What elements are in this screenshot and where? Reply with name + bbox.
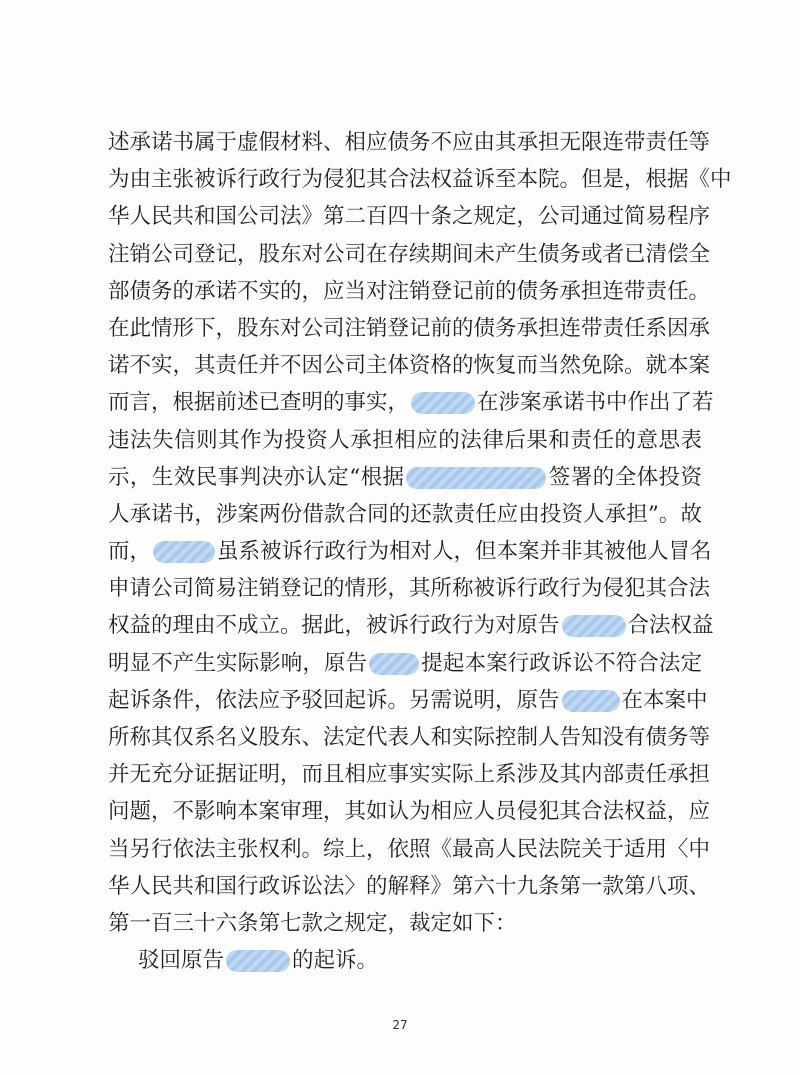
text-line: 为由主张被诉行政行为侵犯其合法权益诉至本院。但是，根据《中 bbox=[108, 167, 732, 193]
redaction-mark bbox=[562, 615, 626, 637]
text-segment: 明显不产生实际影响，原告 bbox=[108, 650, 368, 676]
text-segment: 而， bbox=[108, 539, 152, 565]
ruling-body-text bbox=[108, 124, 732, 979]
text-line: 注销公司登记，股东对公司在存续期间未产生债务或者已清偿全 bbox=[108, 241, 711, 267]
text-line: 人承诺书，涉案两份借款合同的还款责任应由投资人承担”。故 bbox=[108, 501, 702, 527]
text-line: 当另行依法主张权利。综上，依照《最高人民法院关于适用〈中 bbox=[108, 836, 711, 862]
text-line: 第一百三十六条第七款之规定，裁定如下： bbox=[108, 910, 517, 936]
redaction-mark bbox=[226, 950, 290, 972]
page-number: 27 bbox=[392, 1018, 408, 1032]
text-line: 所称其仅系名义股东、法定代表人和实际控制人告知没有债务等 bbox=[108, 725, 711, 750]
text-line: 华人民共和国行政诉讼法〉的解释》第六十九条第一款第八项、 bbox=[108, 873, 711, 899]
text-line: 申请公司简易注销登记的情形，其所称被诉行政行为侵犯其合法 bbox=[108, 576, 711, 602]
text-line-with-redaction bbox=[108, 384, 714, 421]
redaction-mark bbox=[369, 653, 419, 675]
text-line-with-redaction bbox=[108, 682, 708, 719]
text-segment: 起诉条件，依法应予驳回起诉。另需说明，原告 bbox=[108, 687, 560, 713]
text-segment: 驳回原告 bbox=[138, 948, 225, 974]
text-segment: 而言，根据前述已查明的事实， bbox=[108, 390, 410, 416]
text-segment: 在本案中 bbox=[621, 687, 708, 713]
text-line: 违法失信则其作为投资人承担相应的法律后果和责任的意思表 bbox=[108, 427, 702, 453]
text-line: 诺不实，其责任并不因公司主体资格的恢复而当然免除。就本案 bbox=[108, 353, 711, 379]
text-line: 部债务的承诺不实的，应当对注销登记前的债务承担连带责任。 bbox=[108, 278, 711, 304]
text-segment: 虽系被诉行政行为相对人，但本案并非其被他人冒名 bbox=[217, 539, 712, 565]
redaction-mark bbox=[406, 467, 546, 489]
text-segment: 示，生效民事判决亦认定“根据 bbox=[108, 464, 405, 490]
redaction-mark bbox=[411, 392, 475, 414]
text-line: 问题，不影响本案审理，其如认为相应人员侵犯其合法权益，应 bbox=[108, 799, 711, 825]
ruling-decision-line bbox=[108, 942, 702, 979]
redaction-mark bbox=[562, 690, 620, 712]
text-line: 并无充分证据证明，而且相应事实实际上系涉及其内部责任承担 bbox=[108, 762, 711, 788]
text-line: 在此情形下，股东对公司注销登记前的债务承担连带责任系因承 bbox=[108, 315, 711, 341]
text-line-with-redaction bbox=[108, 459, 702, 496]
text-segment: 合法权益 bbox=[627, 613, 714, 639]
text-line: 述承诺书属于虚假材料、相应债务不应由其承担无限连带责任等 bbox=[108, 130, 711, 155]
text-segment: 签署的全体投资 bbox=[548, 464, 702, 490]
text-line: 华人民共和国公司法》第二百四十条之规定，公司通过简易程序 bbox=[108, 204, 711, 230]
redaction-mark bbox=[153, 541, 215, 563]
text-segment: 在涉案承诺书中作出了若 bbox=[477, 390, 714, 416]
text-line-with-redaction bbox=[108, 607, 714, 644]
text-line-with-redaction bbox=[108, 533, 712, 570]
text-segment: 权益的理由不成立。据此，被诉行政行为对原告 bbox=[108, 613, 560, 639]
text-segment: 提起本案行政诉讼不符合法定 bbox=[421, 650, 702, 676]
text-line-with-redaction bbox=[108, 645, 702, 682]
text-segment: 的起诉。 bbox=[292, 948, 379, 974]
